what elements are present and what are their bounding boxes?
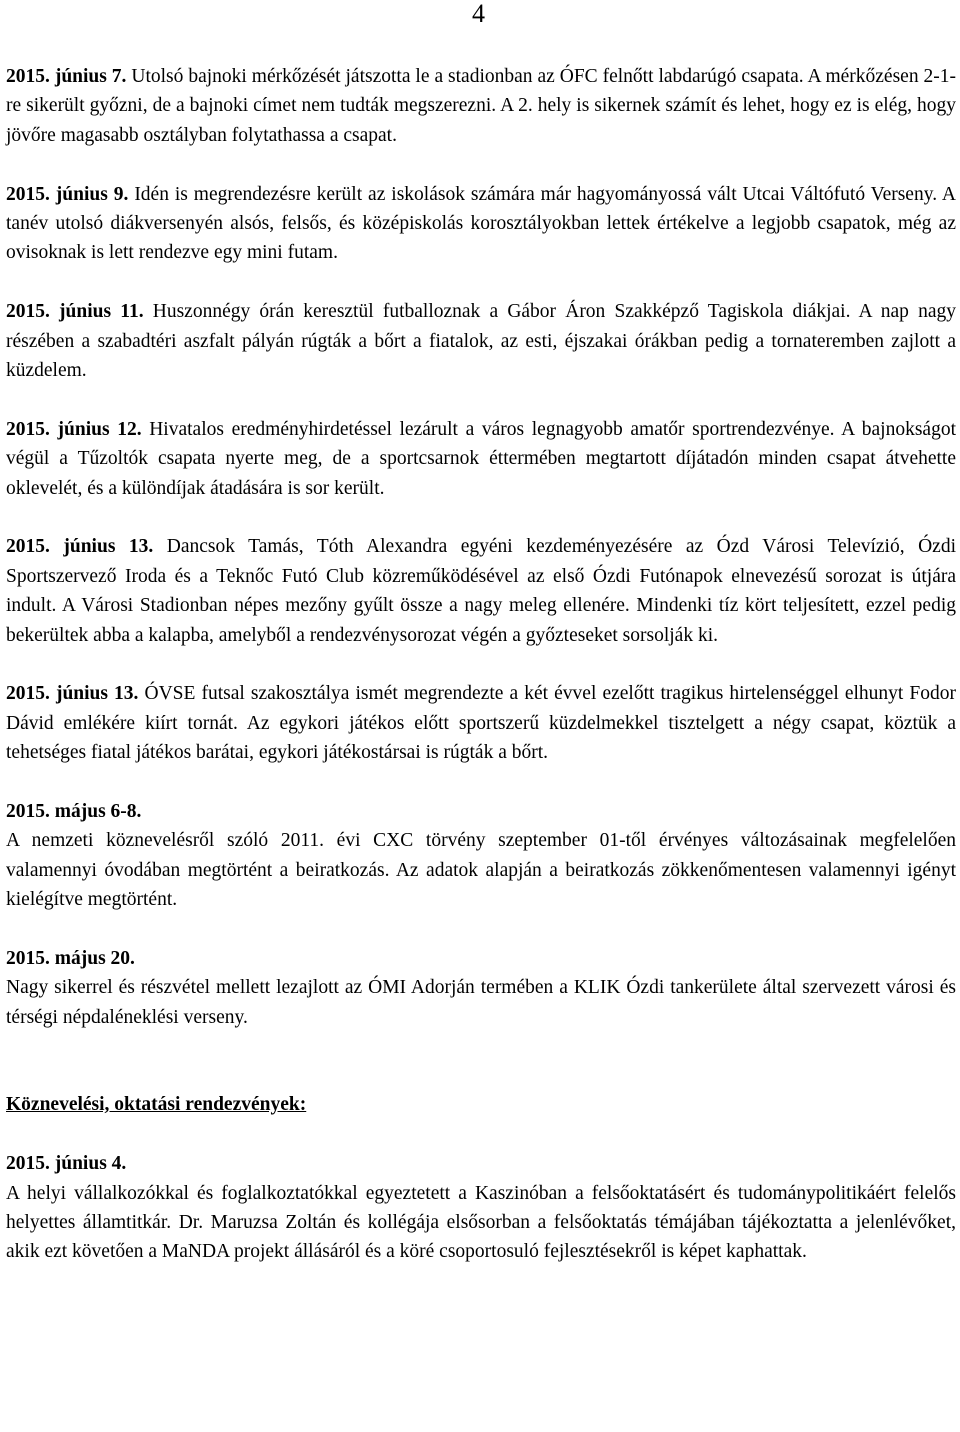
entry-text: Nagy sikerrel és részvétel mellett lezajlott az ÓMI Adorján termében a KLIK Ózdi tankerülete által szervezett városi és térségi népdaléneklési verseny. [6,977,956,1028]
entry-paragraph [6,532,956,650]
entry-date: 2015. május 20. [6,948,135,970]
entry-paragraph [6,679,956,767]
news-entry [6,415,956,503]
news-entry [6,532,956,650]
news-entry [6,944,956,1032]
entry-text: Utolsó bajnoki mérkőzését játszotta le a stadionban az ÓFC felnőtt labdarúgó csapata. A mérkőzésen 2-1-re sikerült győzni, de a bajnoki címet nem tudták megszerezni. A 2. hely is sikernek számít és lehet, hogy ez is elég, hogy jövőre magasabb osztályban folytathassa a csapat. [6,66,956,146]
news-entry [6,1149,956,1267]
entry-date: 2015. június 9. [6,183,129,205]
entry-date: 2015. június 12. [6,418,142,440]
news-entry [6,62,956,150]
news-entry [6,297,956,385]
entry-date: 2015. június 13. [6,683,139,705]
entry-date: 2015. június 13. [6,536,154,558]
entry-paragraph [6,62,956,150]
news-entry [6,797,956,915]
entry-paragraph [6,180,956,268]
entry-date: 2015. május 6-8. [6,801,142,823]
entry-date: 2015. június 7. [6,66,127,87]
entry-date: 2015. június 11. [6,301,144,323]
entry-date: 2015. június 4. [6,1153,127,1175]
page-number: 4 [472,0,485,28]
entry-text: Idén is megrendezésre került az iskolások számára már hagyományossá vált Utcai Váltófutó Verseny. A tanév utolsó diákversenyén alsós, felsős, és középiskolás korosztályokban lettek értékelve a legjobb csapatok, még az ovisoknak is lett rendezve egy mini futam. [6,183,956,264]
document-body [6,62,956,1296]
news-entry [6,180,956,268]
entry-text: ÓVSE futsal szakosztálya ismét megrendezte a két évvel ezelőtt tragikus hirtelenséggel elhunyt Fodor Dávid emlékére kiírt tornát. Az egykori játékos előtt sportszerű küzdelmekkel tisztelgett a négy csapat, köztük a tehetséges fiatal játékos barátai, egykori játékostársai is rúgták a bőrt. [6,683,956,764]
entry-paragraph [6,297,956,385]
entry-text: Huszonnégy órán keresztül futballoznak a Gábor Áron Szakképző Tagiskola diákjai. A nap nagy részében a szabadtéri aszfalt pályán rúgták a bőrt a fiatalok, az esti, éjszakai órákban pedig a tornateremben zajlott a küzdelem. [6,301,956,382]
entry-text: A helyi vállalkozókkal és foglalkoztatókkal egyeztetett a Kaszinóban a felsőoktatásért és tudománypolitikáért felelős helyettes államtitkár. Dr. Maruzsa Zoltán és kollégája elsősorban a felsőoktatás témájában tájékoztatta a jelenlévőket, akik ezt követően a MaNDA projekt állásáról és a köré csoportosuló fejlesztésekről is képet kaphattak. [6,1182,956,1263]
section-heading: Köznevelési, oktatási rendezvények: [6,1094,307,1116]
entry-text: Hivatalos eredményhirdetéssel lezárult a város legnagyobb amatőr sportrendezvénye. A bajnokságot végül a Tűzoltók csapata nyerte meg, de a sportcsarnok éttermében megtartott díjátadón minden csapat átvehette oklevelét, és a különdíjak átadására is sor került. [6,418,957,499]
entry-text: Dancsok Tamás, Tóth Alexandra egyéni kezdeményezésére az Ózd Városi Televízió, Ózdi Sportszervező Iroda és a Teknőc Futó Club közreműködésével az első Ózdi Futónapok elnevezésű sorozat is útjára indult. A Városi Stadionban népes mezőny gyűlt össze a nagy meleg ellenére. Mindenki tíz kört teljesített, ezzel pedig bekerültek abba a kalapba, amelyből a rendezvénysorozat végén a győzteseket sorsolják ki. [6,536,956,646]
entry-text: A nemzeti köznevelésről szóló 2011. évi CXC törvény szeptember 01-től érvényes változásainak megfelelően valamennyi óvodában megtörtént a beiratkozás. Az adatok alapján a beiratkozás zökkenőmentesen valamennyi igényt kielégítve megtörtént. [6,830,956,911]
entry-paragraph [6,415,956,503]
news-entry [6,679,956,767]
